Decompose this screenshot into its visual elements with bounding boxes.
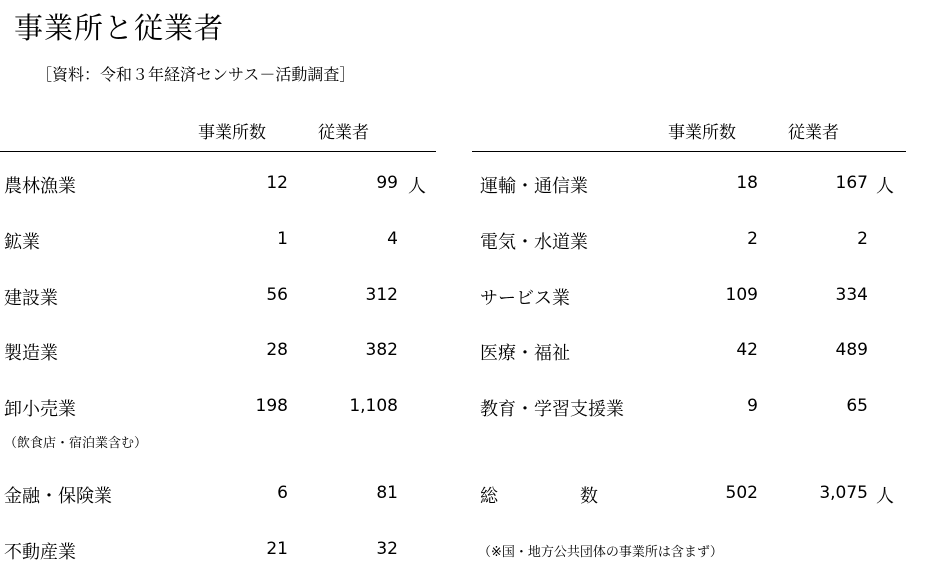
- row-employees: 99: [376, 173, 398, 193]
- page-title: 事業所と従業者: [14, 11, 225, 45]
- row-establishments: 21: [266, 539, 288, 559]
- row-employees: 32: [376, 539, 398, 559]
- row-employees: 65: [846, 396, 868, 416]
- total-label-part2: 数: [580, 486, 598, 507]
- row-employees: 1,108: [349, 396, 398, 416]
- row-unit: 人: [408, 176, 426, 197]
- row-establishments: 2: [747, 229, 758, 249]
- right-header-rule: [472, 151, 906, 152]
- row-name: 電気・水道業: [480, 232, 588, 253]
- row-employees: 167: [835, 173, 868, 193]
- row-employees: 4: [387, 229, 398, 249]
- row-employees: 81: [376, 483, 398, 503]
- left-header-employees: 従業者: [318, 123, 369, 143]
- row-establishments: 9: [747, 396, 758, 416]
- row-establishments: 1: [277, 229, 288, 249]
- row-note: （飲食店・宿泊業含む）: [4, 436, 148, 451]
- left-header-establishments: 事業所数: [198, 123, 266, 143]
- row-name: 建設業: [4, 288, 58, 309]
- row-establishments: 6: [277, 483, 288, 503]
- row-employees: 2: [857, 229, 868, 249]
- row-name: サービス業: [480, 288, 570, 309]
- row-establishments: 18: [736, 173, 758, 193]
- row-establishments: 109: [725, 285, 758, 305]
- total-establishments: 502: [725, 483, 758, 503]
- right-header-employees: 従業者: [788, 123, 839, 143]
- row-establishments: 12: [266, 173, 288, 193]
- row-name: 教育・学習支援業: [480, 399, 624, 420]
- total-label-part1: 総: [480, 486, 498, 507]
- footnote: （※国・地方公共団体の事業所は含まず）: [478, 545, 723, 560]
- row-name: 医療・福祉: [480, 343, 570, 364]
- total-unit: 人: [876, 486, 894, 507]
- row-name: 金融・保険業: [4, 486, 112, 507]
- row-establishments: 42: [736, 340, 758, 360]
- row-name: 農林漁業: [4, 176, 76, 197]
- right-header-establishments: 事業所数: [668, 123, 736, 143]
- row-name: 製造業: [4, 343, 58, 364]
- left-header-rule: [0, 151, 436, 152]
- row-employees: 312: [365, 285, 398, 305]
- row-employees: 489: [835, 340, 868, 360]
- source-citation: ［資料：令和３年経済センサス－活動調査］: [36, 65, 356, 84]
- row-name: 運輸・通信業: [480, 176, 588, 197]
- row-name: 卸小売業: [4, 399, 76, 420]
- row-establishments: 28: [266, 340, 288, 360]
- row-name: 鉱業: [4, 232, 40, 253]
- total-employees: 3,075: [819, 483, 868, 503]
- row-establishments: 56: [266, 285, 288, 305]
- row-employees: 334: [835, 285, 868, 305]
- row-name: 不動産業: [4, 542, 76, 563]
- row-employees: 382: [365, 340, 398, 360]
- row-establishments: 198: [255, 396, 288, 416]
- row-unit: 人: [876, 176, 894, 197]
